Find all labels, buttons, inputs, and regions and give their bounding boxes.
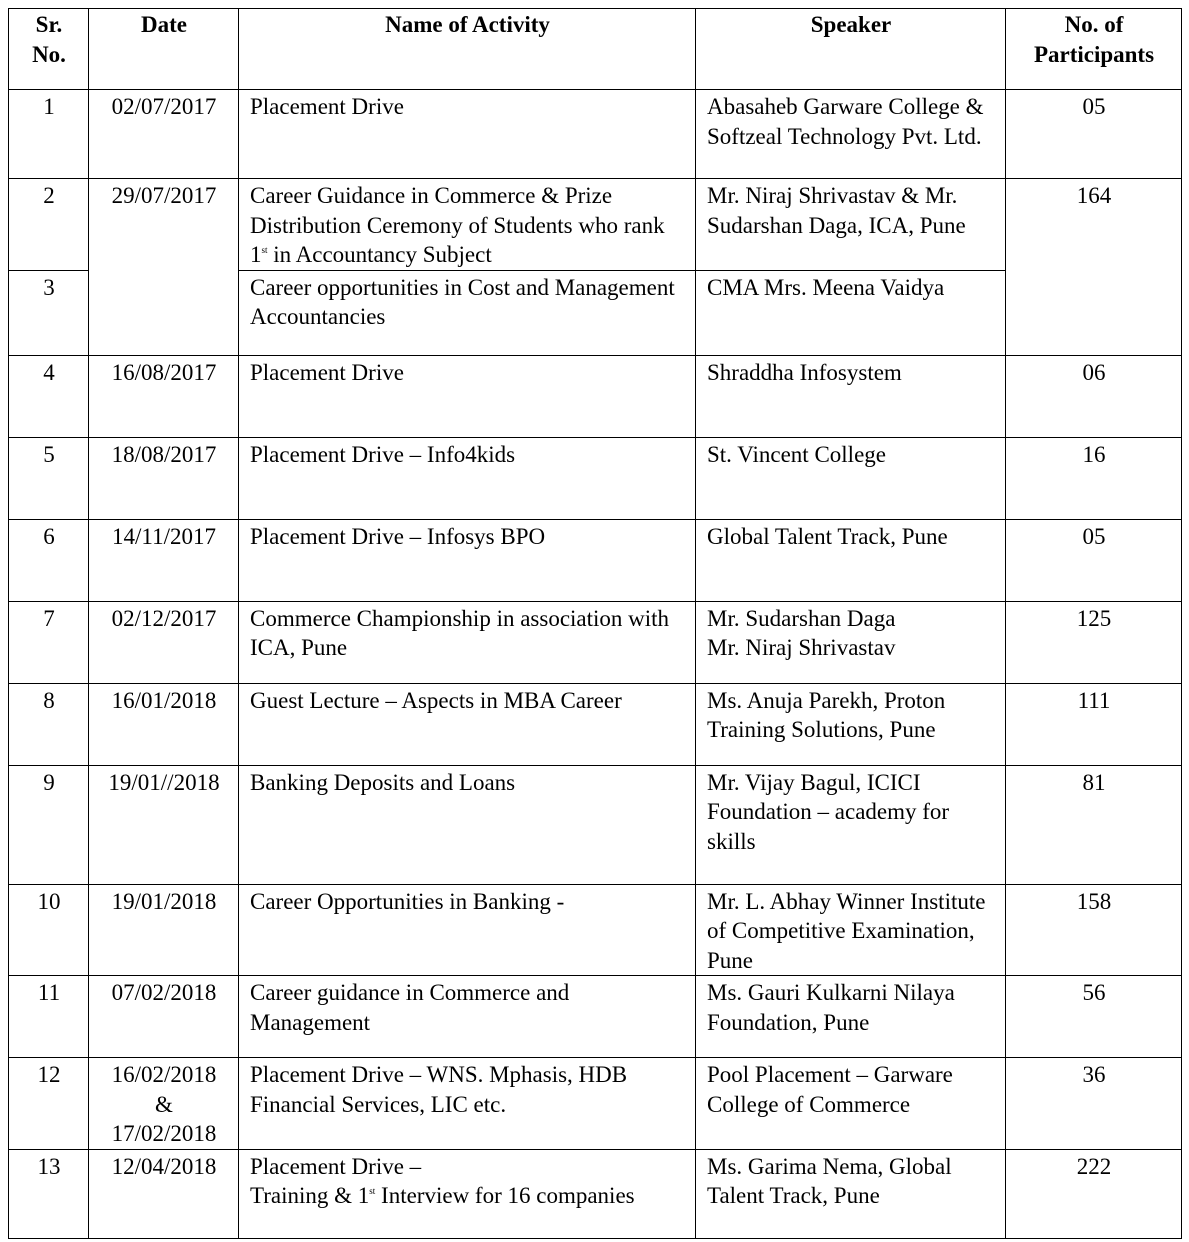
participants-cell: 81 (1006, 765, 1182, 884)
sr-no-cell: 5 (9, 437, 89, 519)
sr-no-cell: 12 (9, 1058, 89, 1150)
activity-cell: Guest Lecture – Aspects in MBA Career (239, 683, 696, 765)
sr-no-cell: 8 (9, 683, 89, 765)
date-cell: 12/04/2018 (89, 1149, 239, 1238)
participants-cell: 158 (1006, 884, 1182, 976)
speaker-cell: Mr. Vijay Bagul, ICICI Foundation – academy for skills (696, 765, 1006, 884)
participants-cell: 16 (1006, 437, 1182, 519)
speaker-cell: Shraddha Infosystem (696, 355, 1006, 437)
activity-cell: Career Opportunities in Banking - (239, 884, 696, 976)
table-row (9, 601, 1182, 683)
sr-no-cell: 1 (9, 90, 89, 179)
header-row (9, 9, 1182, 90)
activity-cell: Placement Drive – WNS. Mphasis, HDB Financial Services, LIC etc. (239, 1058, 696, 1150)
activity-cell (239, 1149, 696, 1238)
activity-text: in Accountancy Subject (267, 242, 492, 267)
table-row (9, 884, 1182, 976)
ordinal-suffix: st (369, 1186, 376, 1196)
participants-cell: 164 (1006, 179, 1182, 356)
speaker-cell: Ms. Garima Nema, Global Talent Track, Pune (696, 1149, 1006, 1238)
table-row (9, 519, 1182, 601)
speaker-cell: Pool Placement – Garware College of Commerce (696, 1058, 1006, 1150)
activity-cell (239, 179, 696, 271)
participants-cell: 05 (1006, 90, 1182, 179)
date-cell: 19/01//2018 (89, 765, 239, 884)
speaker-cell: Mr. L. Abhay Winner Institute of Competitive Examination, Pune (696, 884, 1006, 976)
sr-no-cell: 9 (9, 765, 89, 884)
activity-text: Training & 1 (250, 1183, 370, 1208)
sr-no-cell: 11 (9, 976, 89, 1058)
table-row (9, 1058, 1182, 1150)
header-speaker: Speaker (696, 9, 1006, 90)
sr-no-cell: 4 (9, 355, 89, 437)
header-sr-no: Sr. No. (9, 9, 89, 90)
table-row (9, 355, 1182, 437)
table-row (9, 179, 1182, 271)
speaker-line: Mr. Sudarshan Daga (707, 605, 896, 631)
speaker-cell: Mr. Niraj Shrivastav & Mr. Sudarshan Daga, ICA, Pune (696, 179, 1006, 271)
sr-no-cell: 7 (9, 601, 89, 683)
date-cell: 02/12/2017 (89, 601, 239, 683)
date-line: 16/02/2018 (111, 1062, 217, 1087)
activity-line: Placement Drive – (250, 1153, 422, 1179)
sr-no-cell: 10 (9, 884, 89, 976)
date-cell: 07/02/2018 (89, 976, 239, 1058)
sr-no-cell: 2 (9, 179, 89, 271)
participants-cell: 05 (1006, 519, 1182, 601)
header-participants: No. of Participants (1006, 9, 1182, 90)
date-cell: 29/07/2017 (89, 179, 239, 356)
sr-no-cell: 6 (9, 519, 89, 601)
activity-line (250, 1181, 685, 1211)
activity-cell: Career opportunities in Cost and Management Accountancies (239, 270, 696, 355)
table-row (9, 765, 1182, 884)
speaker-cell: Abasaheb Garware College & Softzeal Technology Pvt. Ltd. (696, 90, 1006, 179)
speaker-cell: Ms. Anuja Parekh, Proton Training Solutions, Pune (696, 683, 1006, 765)
speaker-cell: Global Talent Track, Pune (696, 519, 1006, 601)
activity-cell: Placement Drive (239, 90, 696, 179)
date-cell: 16/01/2018 (89, 683, 239, 765)
participants-cell: 222 (1006, 1149, 1182, 1238)
date-cell (89, 1058, 239, 1150)
activity-cell: Career guidance in Commerce and Management (239, 976, 696, 1058)
activity-text: Interview for 16 companies (375, 1183, 635, 1208)
table-row (9, 90, 1182, 179)
date-cell: 16/08/2017 (89, 355, 239, 437)
table-row (9, 976, 1182, 1058)
activity-cell: Placement Drive (239, 355, 696, 437)
date-line: & (155, 1091, 173, 1117)
participants-cell: 56 (1006, 976, 1182, 1058)
table-row (9, 1149, 1182, 1238)
date-cell: 18/08/2017 (89, 437, 239, 519)
speaker-cell (696, 601, 1006, 683)
activity-cell: Placement Drive – Info4kids (239, 437, 696, 519)
speaker-cell: St. Vincent College (696, 437, 1006, 519)
date-cell: 19/01/2018 (89, 884, 239, 976)
speaker-cell: CMA Mrs. Meena Vaidya (696, 270, 1006, 355)
table-row (9, 683, 1182, 765)
activities-table (8, 8, 1182, 1239)
table-row (9, 437, 1182, 519)
participants-cell: 111 (1006, 683, 1182, 765)
date-line: 17/02/2018 (111, 1121, 217, 1146)
sr-no-cell: 3 (9, 270, 89, 355)
ordinal-suffix: st (261, 245, 268, 255)
participants-cell: 125 (1006, 601, 1182, 683)
header-date: Date (89, 9, 239, 90)
participants-cell: 36 (1006, 1058, 1182, 1150)
header-activity: Name of Activity (239, 9, 696, 90)
date-cell: 02/07/2017 (89, 90, 239, 179)
date-cell: 14/11/2017 (89, 519, 239, 601)
speaker-cell: Ms. Gauri Kulkarni Nilaya Foundation, Pune (696, 976, 1006, 1058)
participants-cell: 06 (1006, 355, 1182, 437)
activity-cell: Placement Drive – Infosys BPO (239, 519, 696, 601)
activity-cell: Banking Deposits and Loans (239, 765, 696, 884)
activity-text: Career Guidance in Commerce & Prize Distribution Ceremony of Students who rank 1 (250, 183, 665, 267)
sr-no-cell: 13 (9, 1149, 89, 1238)
speaker-line: Mr. Niraj Shrivastav (707, 635, 896, 660)
activity-cell: Commerce Championship in association with ICA, Pune (239, 601, 696, 683)
